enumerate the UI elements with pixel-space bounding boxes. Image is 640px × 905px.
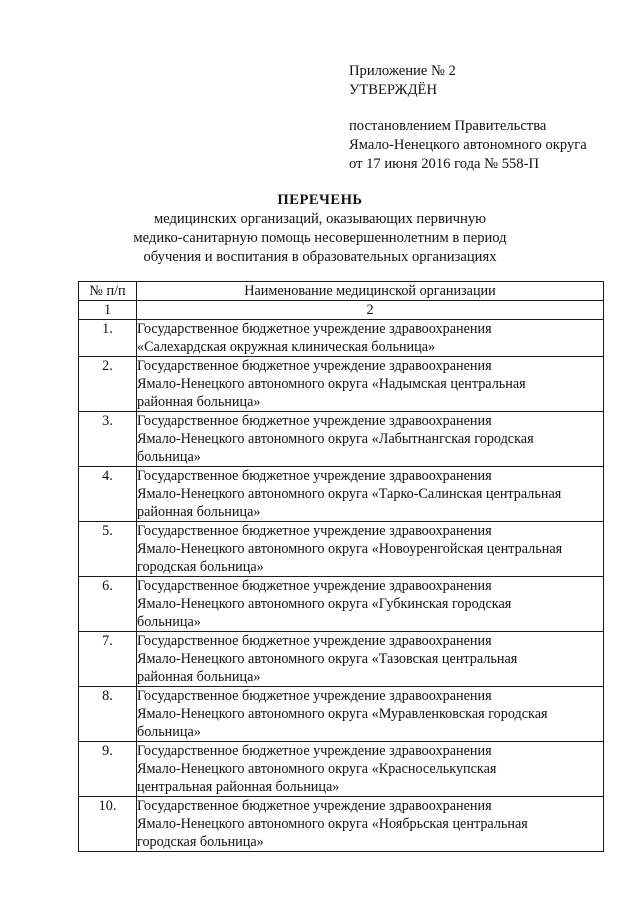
header-number: № п/п — [79, 282, 137, 301]
table-row — [79, 742, 604, 797]
document-subtitle-line-1: медицинских организаций, оказывающих первичную — [153, 211, 487, 227]
table-row — [79, 467, 604, 522]
organization-name-line: Ямало-Ненецкого автономного округа «Тарко-Салинская центральная — [137, 486, 562, 502]
table-row — [79, 577, 604, 632]
organization-name-line: городская больница» — [137, 559, 264, 575]
row-organization-name — [137, 522, 604, 577]
organization-name-line: Государственное бюджетное учреждение здравоохранения — [137, 798, 492, 814]
appendix-label: Приложение № 2 — [349, 63, 456, 79]
organization-name-line: Ямало-Ненецкого автономного округа «Лабытнангская городская — [137, 431, 534, 447]
organization-name-line: районная больница» — [137, 669, 261, 685]
row-number: 10. — [79, 797, 137, 852]
organization-name-line: Государственное бюджетное учреждение здравоохранения — [137, 523, 492, 539]
organization-name-line: Ямало-Ненецкого автономного округа «Красноселькупская — [137, 761, 497, 777]
organization-name-line: Государственное бюджетное учреждение здравоохранения — [137, 688, 492, 704]
document-subtitle-line-3: обучения и воспитания в образовательных организациях — [143, 249, 497, 265]
column-index-row — [79, 301, 604, 320]
organization-name-line: больница» — [137, 449, 201, 465]
organization-name-line: Ямало-Ненецкого автономного округа «Муравленковская городская — [137, 706, 548, 722]
table-row — [79, 797, 604, 852]
organization-name-line: Государственное бюджетное учреждение здравоохранения — [137, 321, 492, 337]
table-row — [79, 522, 604, 577]
organization-name-line: Ямало-Ненецкого автономного округа «Тазовская центральная — [137, 651, 518, 667]
table-row — [79, 632, 604, 687]
header-organization-name: Наименование медицинской организации — [137, 282, 604, 301]
organization-name-line: Государственное бюджетное учреждение здравоохранения — [137, 633, 492, 649]
row-organization-name — [137, 357, 604, 412]
row-organization-name — [137, 467, 604, 522]
row-organization-name — [137, 797, 604, 852]
organization-name-line: Государственное бюджетное учреждение здравоохранения — [137, 468, 492, 484]
approval-spacer — [349, 100, 619, 117]
organization-name-line: городская больница» — [137, 834, 264, 850]
organization-name-line: Государственное бюджетное учреждение здравоохранения — [137, 578, 492, 594]
table-row — [79, 357, 604, 412]
organization-name-line: Государственное бюджетное учреждение здравоохранения — [137, 358, 492, 374]
row-number: 1. — [79, 320, 137, 357]
table-body — [79, 301, 604, 852]
row-number: 2. — [79, 357, 137, 412]
organization-name-line: Ямало-Ненецкого автономного округа «Надымская центральная — [137, 376, 526, 392]
row-organization-name — [137, 577, 604, 632]
organization-name-line: Ямало-Ненецкого автономного округа «Ноябрьская центральная — [137, 816, 528, 832]
organizations-table — [78, 281, 604, 852]
approval-resolution-line: постановлением Правительства — [349, 118, 547, 134]
row-number: 4. — [79, 467, 137, 522]
document-subtitle-line-2: медико-санитарную помощь несовершеннолетним в период — [133, 230, 507, 246]
organization-name-line: больница» — [137, 614, 201, 630]
row-number: 8. — [79, 687, 137, 742]
row-number: 6. — [79, 577, 137, 632]
row-organization-name — [137, 320, 604, 357]
approval-authority-line: Ямало-Ненецкого автономного округа — [349, 137, 587, 153]
document-heading — [100, 191, 540, 267]
row-number: 7. — [79, 632, 137, 687]
column-index-2: 2 — [137, 301, 604, 320]
organization-name-line: Ямало-Ненецкого автономного округа «Губкинская городская — [137, 596, 512, 612]
row-organization-name — [137, 632, 604, 687]
row-organization-name — [137, 687, 604, 742]
document-title: ПЕРЕЧЕНЬ — [277, 192, 363, 208]
organization-name-line: Ямало-Ненецкого автономного округа «Новоуренгойская центральная — [137, 541, 563, 557]
row-organization-name — [137, 742, 604, 797]
approval-date-line: от 17 июня 2016 года № 558-П — [349, 156, 540, 172]
table-row — [79, 412, 604, 467]
table-row — [79, 320, 604, 357]
organization-name-line: районная больница» — [137, 394, 261, 410]
row-number: 9. — [79, 742, 137, 797]
table-row — [79, 687, 604, 742]
row-number: 3. — [79, 412, 137, 467]
approved-label: УТВЕРЖДЁН — [349, 82, 437, 98]
organization-name-line: районная больница» — [137, 504, 261, 520]
organization-name-line: Государственное бюджетное учреждение здравоохранения — [137, 413, 492, 429]
organization-name-line: больница» — [137, 724, 201, 740]
approval-block — [349, 62, 619, 174]
table-header-row — [79, 282, 604, 301]
row-number: 5. — [79, 522, 137, 577]
organization-name-line: центральная районная больница» — [137, 779, 340, 795]
row-organization-name — [137, 412, 604, 467]
organization-name-line: Государственное бюджетное учреждение здравоохранения — [137, 743, 492, 759]
column-index-1: 1 — [79, 301, 137, 320]
organization-name-line: «Салехардская окружная клиническая больница» — [137, 339, 436, 355]
